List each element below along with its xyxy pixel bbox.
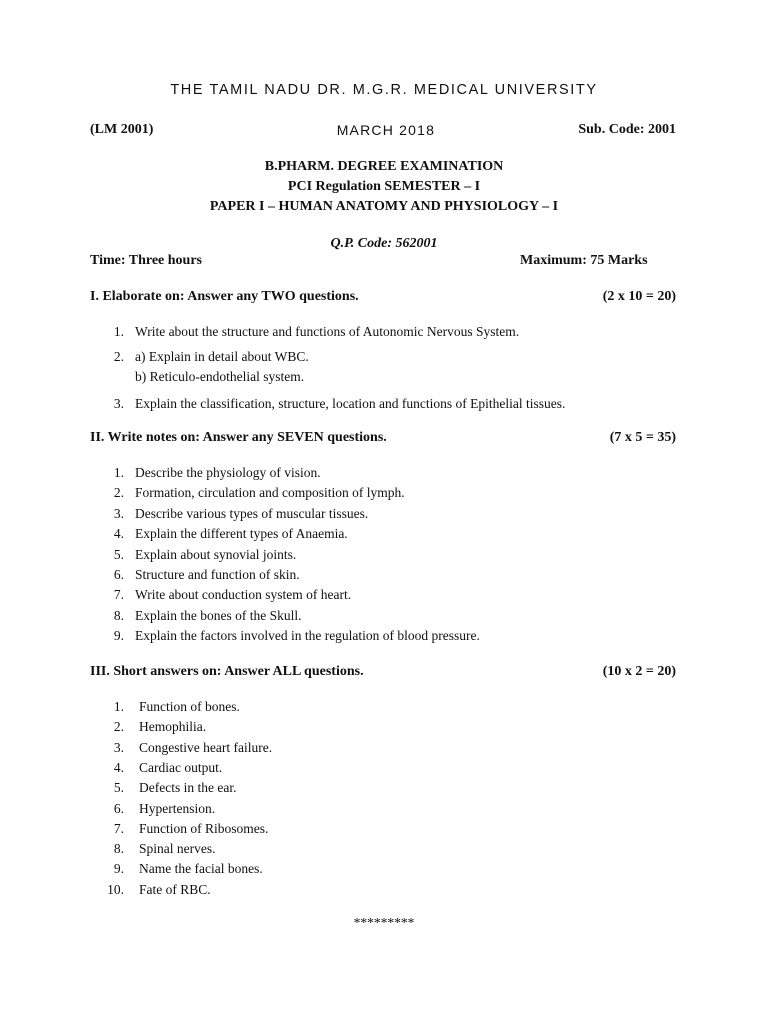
question-text: Spinal nerves. — [139, 841, 216, 857]
exam-meta-row — [90, 122, 676, 138]
maximum-marks: Maximum: 75 Marks — [520, 253, 648, 268]
question-number: 6. — [113, 567, 124, 582]
question-text: Write about the structure and functions of Autonomic Nervous System. — [135, 324, 520, 339]
question-text: Describe various types of muscular tissues. — [135, 505, 369, 521]
question-text: Formation, circulation and composition of lymph. — [135, 485, 405, 501]
question-text: Explain the different types of Anaemia. — [135, 526, 348, 542]
question-number: 3. — [113, 505, 124, 521]
university-name: THE TAMIL NADU DR. M.G.R. MEDICAL UNIVERSITY — [170, 82, 598, 98]
question-number: 9. — [113, 628, 124, 644]
question-text: Cardiac output. — [139, 759, 223, 775]
question-text: Congestive heart failure. — [139, 739, 273, 755]
time-allowed: Time: Three hours — [90, 253, 203, 268]
section-3-title: III. Short answers on: Answer ALL questions. — [90, 664, 364, 679]
section-1-heading — [90, 289, 676, 305]
question-text: Hypertension. — [139, 800, 216, 816]
section-1-marks: (2 x 10 = 20) — [602, 289, 676, 304]
section-3-heading — [90, 664, 676, 680]
exam-month: MARCH 2018 — [336, 122, 436, 138]
question-text: Hemophilia. — [139, 719, 207, 735]
exam-title: B.PHARM. DEGREE EXAMINATION — [264, 159, 504, 174]
section-2-title: II. Write notes on: Answer any SEVEN questions. — [90, 430, 387, 445]
question-number: 5. — [113, 780, 124, 796]
question-number: 3. — [113, 396, 124, 411]
question-part-b: b) Reticulo-endothelial system. — [135, 369, 305, 384]
lm-code: (LM 2001) — [90, 122, 154, 137]
question-number: 10. — [107, 881, 124, 897]
question-number: 2. — [113, 719, 124, 735]
question-number: 1. — [113, 324, 124, 339]
section-3-marks: (10 x 2 = 20) — [602, 664, 676, 679]
question-text: Explain the classification, structure, location and functions of Epithelial tissues. — [135, 396, 566, 411]
section-2-marks: (7 x 5 = 35) — [609, 430, 676, 445]
section-1-title: I. Elaborate on: Answer any TWO questions. — [90, 289, 359, 304]
question-number: 2. — [113, 349, 124, 364]
section-2-heading — [90, 430, 676, 446]
question-number: 2. — [113, 485, 124, 501]
question-number: 8. — [113, 841, 124, 857]
question-number: 4. — [113, 759, 124, 775]
question-number: 4. — [113, 526, 124, 542]
question-text: Describe the physiology of vision. — [135, 465, 321, 480]
question-number: 6. — [113, 800, 124, 816]
question-number: 9. — [113, 861, 124, 877]
question-number: 8. — [113, 607, 124, 623]
question-text: Function of bones. — [139, 699, 240, 714]
question-text: Name the facial bones. — [139, 861, 263, 877]
question-number: 1. — [113, 465, 124, 480]
question-number: 5. — [113, 546, 124, 562]
end-stars: ********* — [353, 915, 415, 930]
regulation-line: PCI Regulation SEMESTER – I — [287, 179, 481, 194]
question-number: 3. — [113, 739, 124, 755]
question-text: Explain the factors involved in the regulation of blood pressure. — [135, 628, 480, 644]
question-text: Write about conduction system of heart. — [135, 587, 352, 603]
question-number: 1. — [113, 699, 124, 714]
question-text: Fate of RBC. — [139, 881, 211, 897]
paper-title: PAPER I – HUMAN ANATOMY AND PHYSIOLOGY – I — [209, 199, 559, 214]
question-text: Function of Ribosomes. — [139, 820, 269, 836]
sub-code: Sub. Code: 2001 — [578, 122, 676, 137]
question-number: 7. — [113, 587, 124, 603]
question-number: 7. — [113, 820, 124, 836]
question-text: Explain the bones of the Skull. — [135, 607, 302, 623]
question-text: Explain about synovial joints. — [135, 546, 297, 562]
qp-code: Q.P. Code: 562001 — [330, 236, 438, 251]
question-text: Structure and function of skin. — [135, 567, 300, 582]
question-text: Defects in the ear. — [139, 780, 237, 796]
question-part-a: a) Explain in detail about WBC. — [135, 349, 309, 364]
